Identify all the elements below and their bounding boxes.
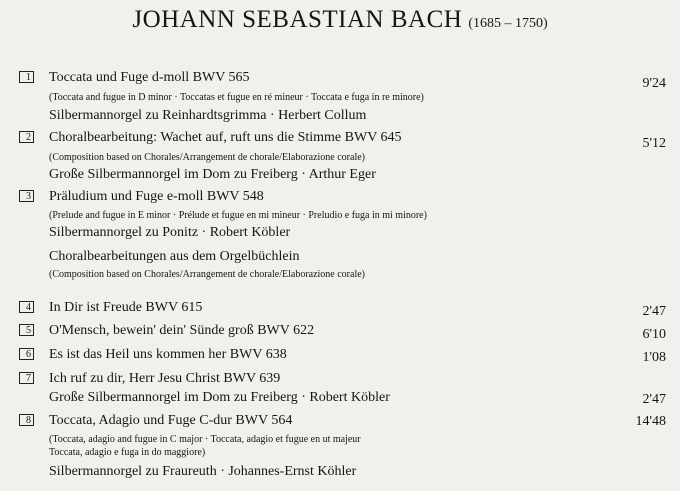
composer-name: JOHANN SEBASTIAN BACH xyxy=(132,6,463,33)
track-duration: 5'12 xyxy=(642,136,666,151)
track-duration: 6'10 xyxy=(642,327,666,342)
track-number: 8 xyxy=(19,414,34,426)
track-subtitle-continued: Toccata, adagio e fuga in do maggiore) xyxy=(49,447,206,458)
track-subtitle: (Toccata and fugue in D minor · Toccatas et fugue en ré mineur · Toccata e fuga in re minore) xyxy=(49,92,424,103)
track-performer: Silbermannorgel zu Fraureuth · Johannes-Ernst Köhler xyxy=(49,464,357,479)
track-number: 1 xyxy=(19,71,34,83)
track-title: Ich ruf zu dir, Herr Jesu Christ BWV 639 xyxy=(49,371,281,386)
track-number: 3 xyxy=(19,190,34,202)
track-duration: 1'08 xyxy=(642,350,666,365)
track-title: Präludium und Fuge e-moll BWV 548 xyxy=(49,189,264,204)
track-subtitle: (Prelude and fugue in E minor · Prélude et fugue en mi mineur · Preludio e fuga in mi minore) xyxy=(49,210,427,221)
track-subtitle: (Toccata, adagio and fugue in C major · Toccata, adagio et fugue en ut majeur xyxy=(49,434,361,445)
track-duration: 9'24 xyxy=(642,76,666,91)
track-duration: 2'47 xyxy=(642,304,666,319)
composer-dates: (1685 – 1750) xyxy=(468,16,548,31)
track-performer: Große Silbermannorgel im Dom zu Freiberg · Robert Köbler xyxy=(49,390,390,405)
track-performer: Silbermannorgel zu Reinhardtsgrimma · Herbert Collum xyxy=(49,108,367,123)
track-number: 4 xyxy=(19,301,34,313)
track-number: 2 xyxy=(19,131,34,143)
track-duration: 2'47 xyxy=(642,392,666,407)
track-subtitle: (Composition based on Chorales/Arrangement de chorale/Elaborazione corale) xyxy=(49,152,365,163)
track-number: 5 xyxy=(19,324,34,336)
track-title: Toccata, Adagio und Fuge C-dur BWV 564 xyxy=(49,413,293,428)
track-number: 7 xyxy=(19,372,34,384)
track-number: 6 xyxy=(19,348,34,360)
track-performer: Große Silbermannorgel im Dom zu Freiberg · Arthur Eger xyxy=(49,167,376,182)
section-title: Choralbearbeitungen aus dem Orgelbüchlein xyxy=(49,249,300,264)
track-title: In Dir ist Freude BWV 615 xyxy=(49,300,203,315)
track-title: O'Mensch, bewein' dein' Sünde groß BWV 622 xyxy=(49,323,315,338)
track-title: Toccata und Fuge d-moll BWV 565 xyxy=(49,70,250,85)
track-title: Es ist das Heil uns kommen her BWV 638 xyxy=(49,347,287,362)
track-performer: Silbermannorgel zu Ponitz · Robert Köbler xyxy=(49,225,291,240)
track-duration: 14'48 xyxy=(635,414,666,429)
section-subtitle: (Composition based on Chorales/Arrangement de chorale/Elaborazione corale) xyxy=(49,269,365,280)
track-title: Choralbearbeitung: Wachet auf, ruft uns die Stimme BWV 645 xyxy=(49,130,402,145)
page-title xyxy=(0,6,680,34)
